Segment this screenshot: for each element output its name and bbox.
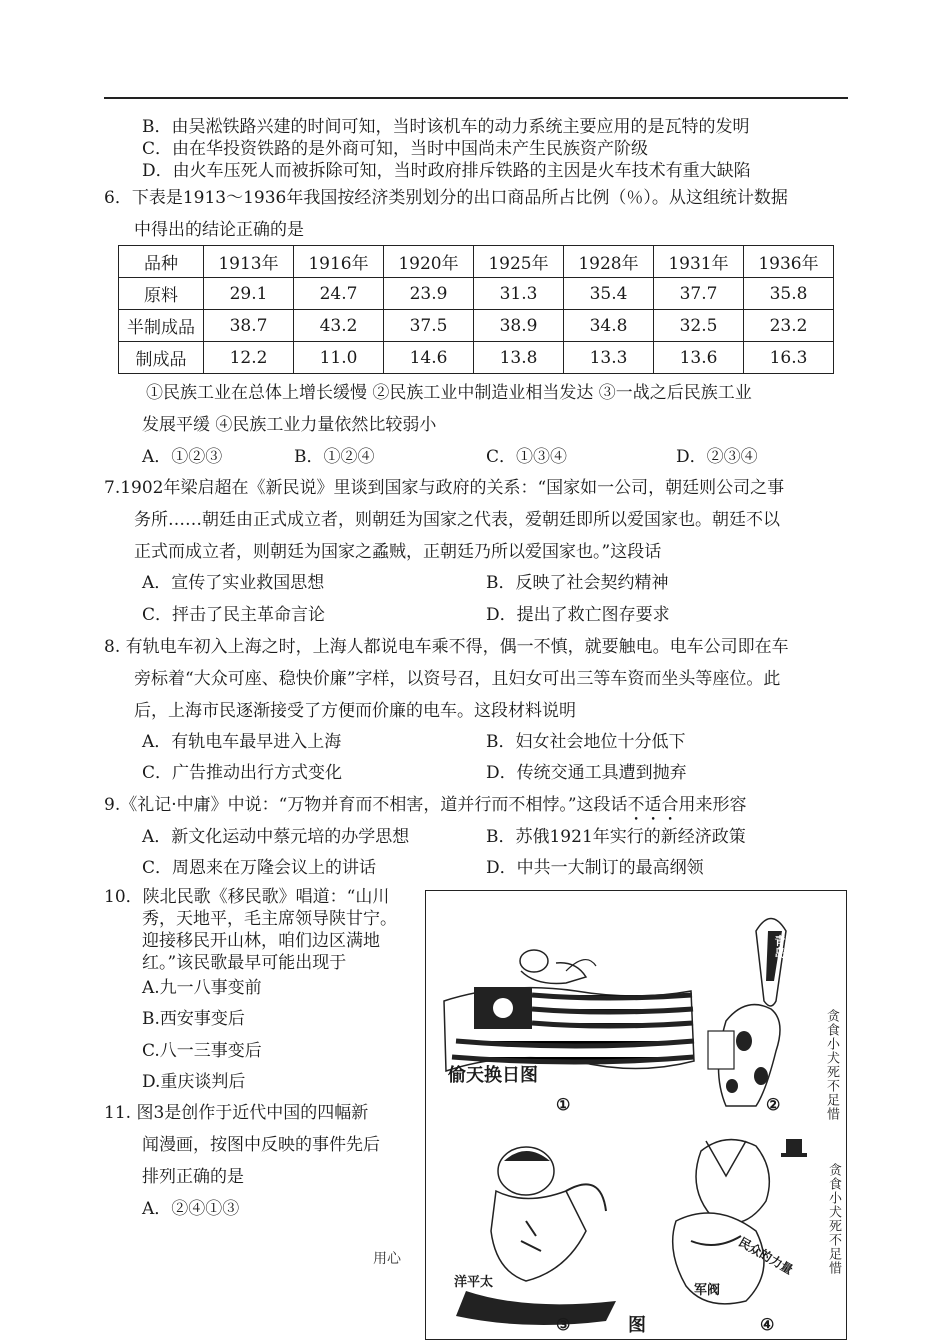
- q5-option-c: C．由在华投资铁路的是外商可知，当时中国尚未产生民族资产阶级: [142, 139, 649, 159]
- table-cell: 13.6: [654, 342, 744, 374]
- q10-line3: 迎接移民开山林，咱们边区满地: [142, 931, 380, 951]
- cartoon-1-drawing: [444, 950, 694, 1071]
- footer-text-a: 用心: [373, 1251, 401, 1267]
- q9-option-a: A．新文化运动中蔡元培的办学思想: [142, 827, 410, 847]
- table-cell: 半制成品: [119, 310, 204, 342]
- cartoon-4-left-label: 军阀: [694, 1283, 721, 1298]
- q8-line3: 后，上海市民逐渐接受了方便而价廉的电车。这段材料说明: [134, 701, 576, 721]
- table-header-cell: 1925年: [474, 246, 564, 278]
- q11-option-a: A．②④①③: [142, 1199, 240, 1219]
- table-cell: 制成品: [119, 342, 204, 374]
- table-header-cell: 1916年: [294, 246, 384, 278]
- table-cell: 32.5: [654, 310, 744, 342]
- q7-line2: 务所……朝廷由正式成立者，则朝廷为国家之代表，爱朝廷即所以爱国家也。朝廷不以: [134, 510, 780, 530]
- table-cell: 35.4: [564, 278, 654, 310]
- table-cell: 43.2: [294, 310, 384, 342]
- header-rule: [104, 97, 848, 99]
- q9-stem-post: 用来形容: [678, 795, 747, 815]
- table-cell: 23.9: [384, 278, 474, 310]
- q5-option-d: D．由火车压死人而被拆除可知，当时政府排斥铁路的主因是火车技术有重大缺陷: [142, 161, 751, 181]
- q6-option-d: D．②③④: [676, 447, 758, 467]
- q9-stem-emphasis: 不适合: [627, 795, 679, 815]
- q10-option-b: B.西安事变后: [142, 1009, 245, 1029]
- table-cell: 13.3: [564, 342, 654, 374]
- q7-option-a: A．宣传了实业救国思想: [142, 573, 325, 593]
- table-cell: 38.7: [204, 310, 294, 342]
- panel-number-4: ④: [760, 1315, 775, 1334]
- table-header-row: [119, 246, 834, 278]
- table-header-cell: 1928年: [564, 246, 654, 278]
- q10-option-c: C.八一三事变后: [142, 1041, 262, 1061]
- cartoon-2-side-text: 贪食小犬死不足惜: [824, 1009, 839, 1121]
- cartoon-1-caption: 偷天换日图: [448, 1065, 538, 1086]
- panel-number-1: ①: [556, 1095, 571, 1114]
- q10-line2: 秀，天地平，毛主席领导陕甘宁。: [142, 909, 397, 929]
- q6-stem-line1: 6．下表是1913～1936年我国按经济类别划分的出口商品所占比例（％）。从这组统计数据: [104, 188, 788, 208]
- q5-option-b: B．由吴淞铁路兴建的时间可知，当时该机车的动力系统主要应用的是瓦特的发明: [142, 117, 750, 137]
- q11-line1: 11. 图3是创作于近代中国的四幅新: [104, 1103, 369, 1123]
- q7-option-d: D．提出了救亡图存要求: [486, 605, 670, 625]
- q8-option-b: B．妇女社会地位十分低下: [486, 732, 686, 752]
- q6-option-a: A．①②③: [142, 447, 223, 467]
- panel-number-2: ②: [766, 1095, 781, 1114]
- q8-line2: 旁标着“大众可座、稳快价廉”字样，以资号召，且妇女可出三等车资而坐头等座位。此: [134, 669, 781, 689]
- q6-statements-line1: ①民族工业在总体上增长缓慢 ②民族工业中制造业相当发达 ③一战之后民族工业: [146, 383, 752, 403]
- table-cell: 35.8: [744, 278, 834, 310]
- cartoon-figure: [425, 890, 847, 1340]
- q8-option-c: C．广告推动出行方式变化: [142, 763, 343, 783]
- q9-option-d: D．中共一大制订的最高纲领: [486, 858, 704, 878]
- table-header-cell: 品种: [119, 246, 204, 278]
- panel-number-3: ③: [556, 1315, 571, 1334]
- table-row: [119, 342, 834, 374]
- table-cell: 原料: [119, 278, 204, 310]
- q6-stem-line2: 中得出的结论正确的是: [134, 220, 304, 240]
- q9-stem-pre: 9.《礼记·中庸》中说：“万物并育而不相害，道并行而不相悖。”这段话: [104, 795, 628, 815]
- cartoon-4-drawing: [673, 1139, 807, 1304]
- table-cell: 16.3: [744, 342, 834, 374]
- q6-option-c: C．①③④: [486, 447, 568, 467]
- q8-option-a: A．有轨电车最早进入上海: [142, 732, 342, 752]
- q6-table: [118, 245, 834, 374]
- table-cell: 37.5: [384, 310, 474, 342]
- table-cell: 38.9: [474, 310, 564, 342]
- q7-line1: 7.1902年梁启超在《新民说》里谈到国家与政府的关系：“国家如一公司，朝廷则公司之事: [104, 478, 785, 498]
- q10-line1: 10．陕北民歌《移民歌》唱道：“山川: [104, 887, 390, 907]
- q10-option-d: D.重庆谈判后: [142, 1072, 246, 1092]
- table-cell: 13.8: [474, 342, 564, 374]
- table-cell: 14.6: [384, 342, 474, 374]
- table-cell: 29.1: [204, 278, 294, 310]
- q8-option-d: D．传统交通工具遭到抛弃: [486, 763, 687, 783]
- q10-line4: 红。”该民歌最早可能出现于: [142, 953, 347, 973]
- cartoon-3-bottom-label: 陆大国中: [556, 1289, 605, 1303]
- table-header-cell: 1920年: [384, 246, 474, 278]
- table-row: [119, 310, 834, 342]
- table-cell: 34.8: [564, 310, 654, 342]
- table-header-cell: 1936年: [744, 246, 834, 278]
- table-cell: 37.7: [654, 278, 744, 310]
- table-cell: 11.0: [294, 342, 384, 374]
- q10-option-a: A.九一八事变前: [142, 978, 262, 998]
- q8-line1: 8. 有轨电车初入上海之时，上海人都说电车乘不得，偶一不慎，就要触电。电车公司即在车: [104, 637, 789, 657]
- q9-option-b: B．苏俄1921年实行的新经济政策: [486, 827, 746, 847]
- q7-option-c: C．抨击了民主革命言论: [142, 605, 326, 625]
- q7-line3: 正式而成立者，则朝廷为国家之蟊贼，正朝廷乃所以爱国家也。”这段话: [134, 542, 662, 562]
- table-cell: 12.2: [204, 342, 294, 374]
- q9-stem: [104, 794, 747, 825]
- q11-line2: 闻漫画，按图中反映的事件先后: [142, 1135, 380, 1155]
- q6-statements-line2: 发展平缓 ④民族工业力量依然比较弱小: [142, 415, 437, 435]
- table-header-cell: 1931年: [654, 246, 744, 278]
- cartoon-4-side-text: 贪食小犬死不足惜: [826, 1163, 841, 1275]
- q7-option-b: B．反映了社会契约精神: [486, 573, 669, 593]
- table-cell: 31.3: [474, 278, 564, 310]
- cartoon-4-mid-label: 民众的力量: [736, 1234, 796, 1277]
- q9-option-c: C．周恩来在万隆会议上的讲话: [142, 858, 377, 878]
- table-row: [119, 278, 834, 310]
- cartoon-3-left-label: 洋平太: [454, 1275, 494, 1290]
- figure-label: 图: [628, 1315, 646, 1336]
- cartoon-2-flag-label: 青岛: [773, 935, 786, 959]
- table-cell: 23.2: [744, 310, 834, 342]
- q6-option-b: B．①②④: [294, 447, 375, 467]
- table-header-cell: 1913年: [204, 246, 294, 278]
- q11-line3: 排列正确的是: [142, 1167, 244, 1187]
- table-cell: 24.7: [294, 278, 384, 310]
